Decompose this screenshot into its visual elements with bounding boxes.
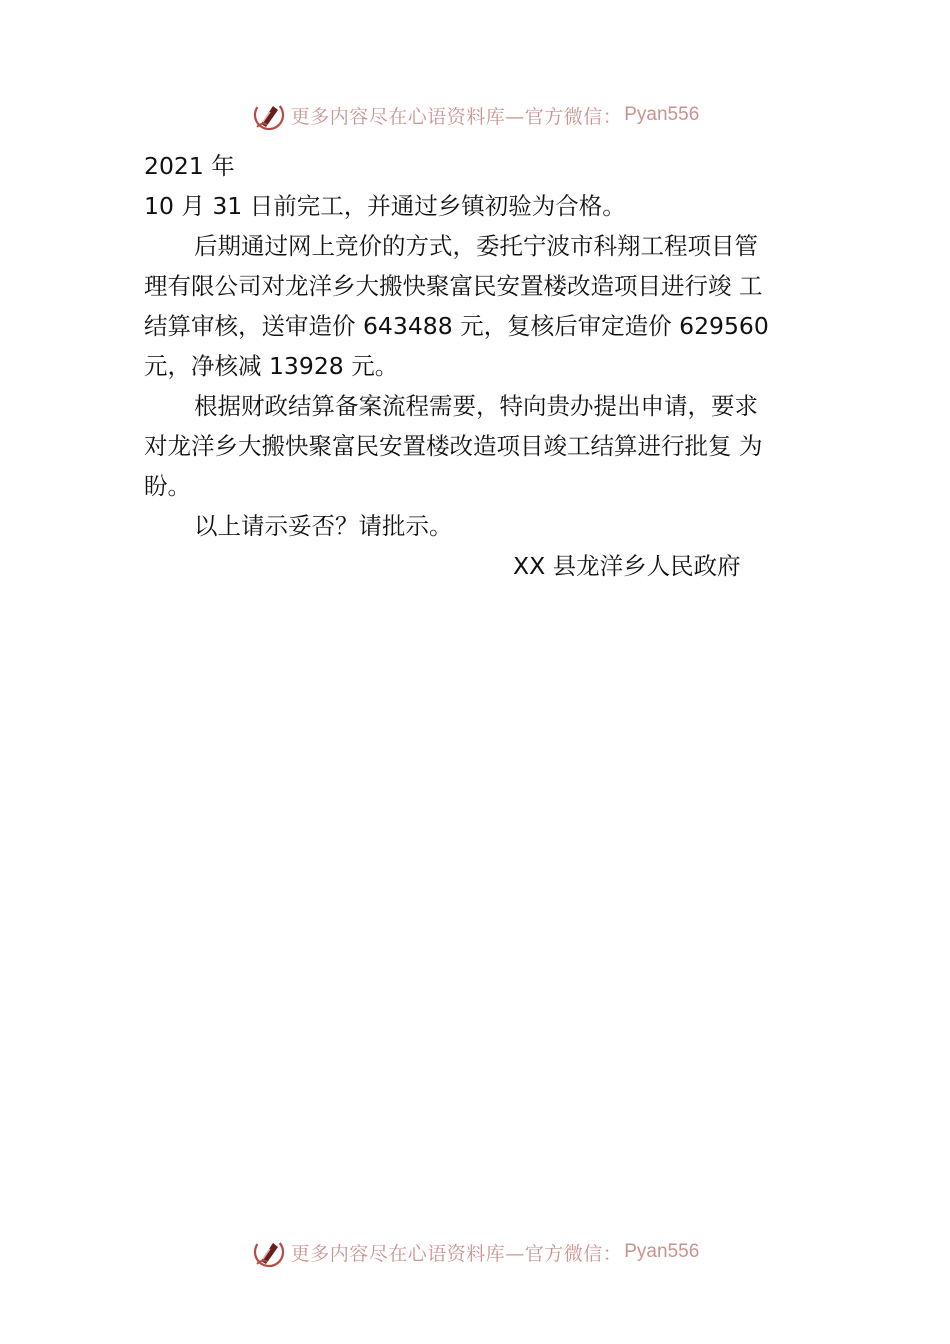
body-line: 对龙洋乡大搬快聚富民安置楼改造项目竣工结算进行批复 为 bbox=[144, 432, 763, 460]
body-line: 2021 年 bbox=[144, 152, 235, 180]
signature: XX 县龙洋乡人民政府 bbox=[513, 552, 741, 580]
watermark-handle: Pyan556 bbox=[624, 104, 700, 125]
watermark-text: 更多内容尽在心语资料库—官方微信： bbox=[290, 1242, 623, 1265]
paragraph-start: 后期通过网上竞价的方式，委托宁波市科翔工程项目管 bbox=[194, 232, 758, 260]
paragraph-start: 根据财政结算备案流程需要，特向贵办提出申请，要求 bbox=[194, 392, 758, 420]
body-line: 盼。 bbox=[144, 472, 191, 500]
pen-nib-logo-icon bbox=[251, 1234, 287, 1270]
footer-watermark bbox=[0, 1232, 950, 1272]
body-line: 10 月 31 日前完工，并通过乡镇初验为合格。 bbox=[144, 192, 626, 220]
pen-nib-logo-icon bbox=[251, 97, 287, 133]
document-body bbox=[144, 146, 814, 546]
body-line: 理有限公司对龙洋乡大搬快聚富民安置楼改造项目进行竣 工 bbox=[144, 272, 763, 300]
paragraph-start: 以上请示妥否？请批示。 bbox=[194, 512, 453, 540]
watermark-text: 更多内容尽在心语资料库—官方微信： bbox=[290, 105, 623, 128]
body-line: 元，净核减 13928 元。 bbox=[144, 352, 399, 380]
body-line: 结算审核，送审造价 643488 元，复核后审定造价 629560 bbox=[144, 312, 769, 340]
header-watermark bbox=[0, 95, 950, 135]
watermark-handle: Pyan556 bbox=[624, 1241, 700, 1262]
